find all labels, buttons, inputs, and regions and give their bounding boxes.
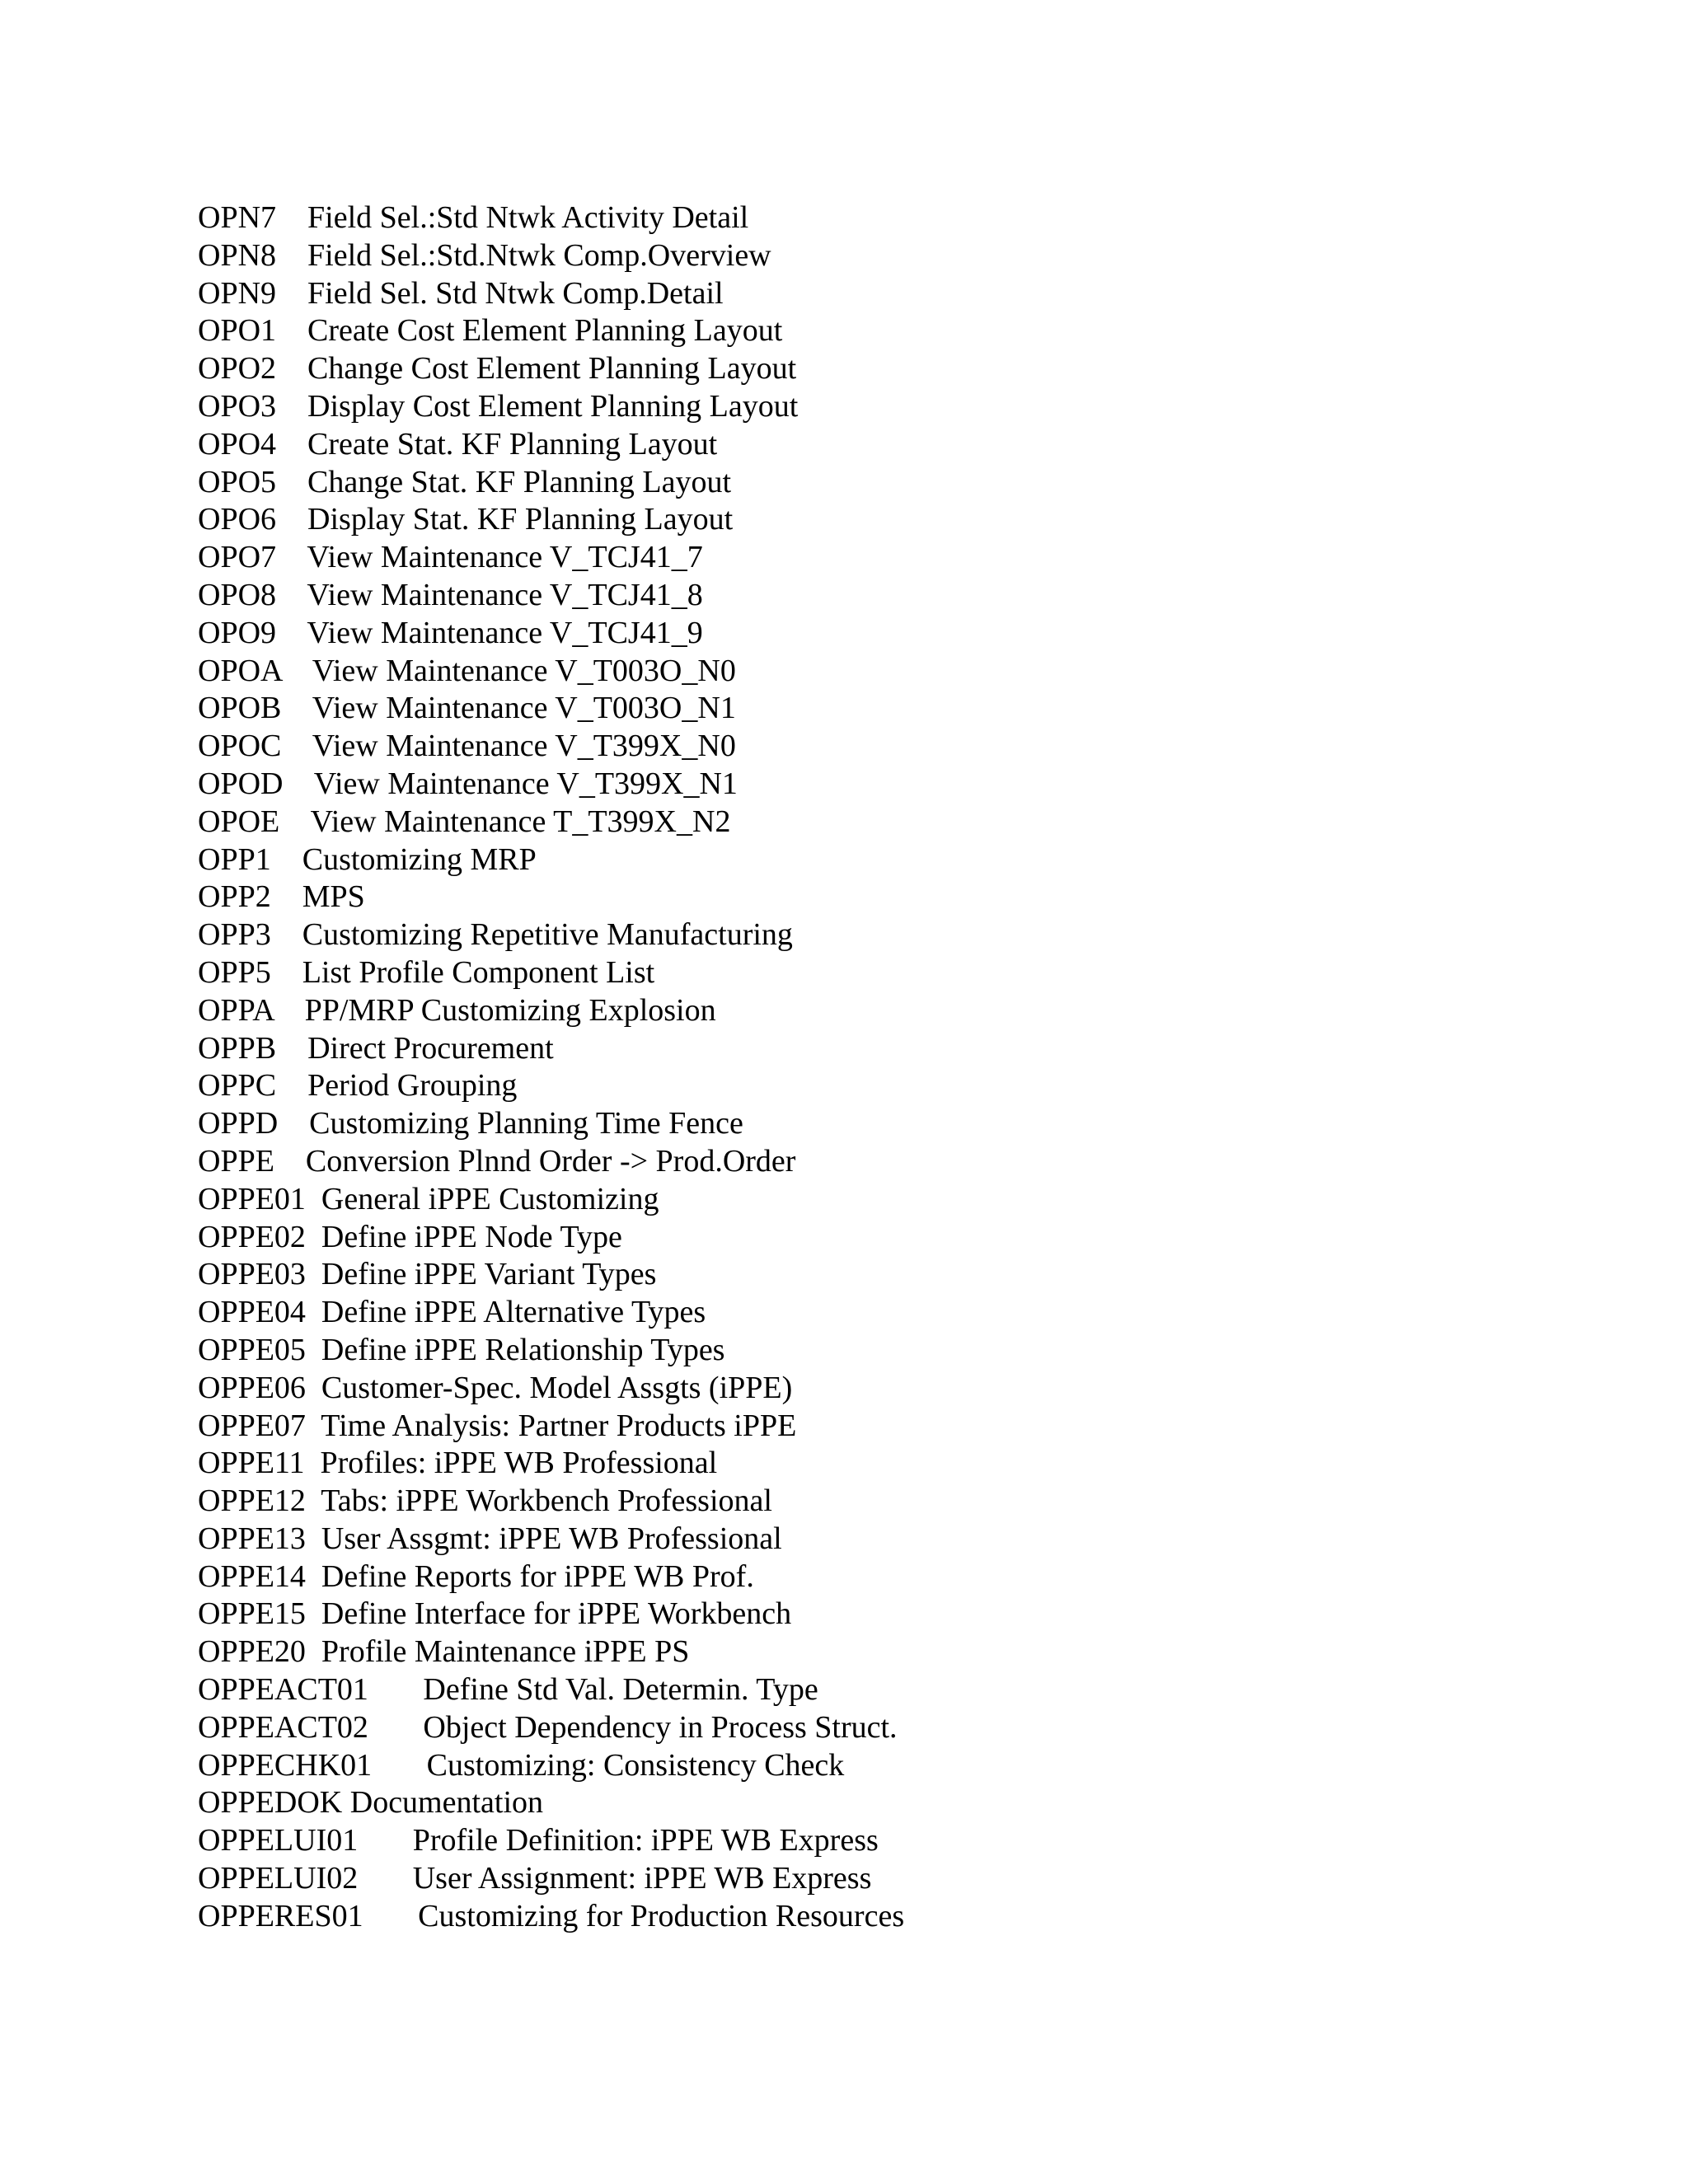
transaction-code: OPO4 — [198, 426, 277, 462]
transaction-description: User Assignment: iPPE WB Express — [412, 1861, 872, 1896]
transaction-code: OPOB — [198, 691, 282, 726]
transaction-description: Profiles: iPPE WB Professional — [320, 1446, 718, 1481]
column-gap — [306, 1559, 321, 1594]
transaction-description: Customizing MRP — [302, 841, 537, 877]
transaction-row — [198, 350, 904, 388]
transaction-description: Profile Definition: iPPE WB Express — [412, 1823, 879, 1858]
transaction-description: Direct Procurement — [307, 1030, 554, 1066]
transaction-row — [198, 388, 904, 426]
transaction-description: MPS — [302, 879, 365, 915]
transaction-description: Create Stat. KF Planning Layout — [307, 426, 718, 462]
column-gap — [306, 1634, 321, 1669]
transaction-row — [198, 1370, 904, 1408]
transaction-code: OPO2 — [198, 351, 277, 387]
transaction-row — [198, 199, 904, 237]
transaction-description: Display Cost Element Planning Layout — [307, 388, 799, 424]
transaction-description: View Maintenance V_T399X_N0 — [312, 729, 736, 764]
column-gap — [271, 917, 302, 952]
transaction-code: OPO8 — [198, 577, 277, 612]
transaction-code: OPP1 — [198, 841, 271, 877]
transaction-row — [198, 728, 904, 766]
transaction-code: OPO1 — [198, 313, 277, 349]
column-gap — [306, 1182, 321, 1216]
transaction-row — [198, 1332, 904, 1370]
transaction-row — [198, 1784, 904, 1822]
column-gap — [276, 389, 307, 424]
column-gap — [276, 351, 307, 386]
transaction-description: Change Stat. KF Planning Layout — [307, 464, 732, 499]
transaction-description: User Assgmt: iPPE WB Professional — [321, 1521, 782, 1556]
column-gap — [276, 540, 307, 574]
transaction-row — [198, 1898, 904, 1936]
transaction-row — [198, 841, 904, 879]
transaction-code: OPOE — [198, 804, 280, 839]
transaction-description: Define Interface for iPPE Workbench — [321, 1596, 792, 1632]
column-gap — [358, 1823, 413, 1858]
column-gap — [281, 654, 312, 688]
transaction-code: OPPE15 — [198, 1596, 306, 1632]
column-gap — [276, 465, 307, 499]
transaction-description: View Maintenance V_T399X_N1 — [313, 766, 738, 801]
transaction-code: OPN8 — [198, 237, 277, 273]
transaction-description: Define Reports for iPPE WB Prof. — [321, 1558, 754, 1594]
transaction-code: OPO6 — [198, 502, 277, 537]
column-gap — [271, 842, 302, 877]
transaction-row — [198, 1860, 904, 1898]
transaction-description: List Profile Component List — [302, 954, 655, 990]
transaction-row — [198, 1256, 904, 1294]
transaction-code: OPPELUI02 — [198, 1861, 359, 1896]
transaction-row — [198, 1067, 904, 1105]
transaction-row — [198, 1747, 904, 1785]
transaction-row — [198, 1294, 904, 1332]
transaction-description: Customer-Spec. Model Assgts (iPPE) — [321, 1370, 793, 1405]
transaction-code: OPN7 — [198, 200, 277, 235]
transaction-row — [198, 992, 904, 1030]
transaction-row — [198, 879, 904, 916]
transaction-code: OPPE03 — [198, 1257, 306, 1292]
column-gap — [276, 276, 307, 311]
transaction-row — [198, 577, 904, 615]
transaction-row — [198, 464, 904, 502]
transaction-row — [198, 916, 904, 954]
transaction-description: Object Dependency in Process Struct. — [423, 1709, 898, 1745]
transaction-code: OPPERES01 — [198, 1898, 363, 1933]
transaction-row — [198, 1219, 904, 1257]
transaction-code: OPPE05 — [198, 1332, 306, 1367]
transaction-row — [198, 1181, 904, 1219]
column-gap — [276, 502, 307, 537]
column-gap — [276, 238, 307, 273]
column-gap — [283, 766, 313, 801]
transaction-code: OPO3 — [198, 388, 277, 424]
transaction-code: OPPE14 — [198, 1558, 306, 1594]
column-gap — [372, 1748, 427, 1783]
transaction-description: Time Analysis: Partner Products iPPE — [321, 1408, 797, 1443]
transaction-row — [198, 501, 904, 539]
transaction-row — [198, 1030, 904, 1068]
transaction-description: View Maintenance T_T399X_N2 — [310, 804, 731, 839]
transaction-row — [198, 766, 904, 804]
transaction-code: OPO5 — [198, 464, 277, 499]
column-gap — [363, 1899, 419, 1933]
transaction-row — [198, 275, 904, 313]
transaction-description: Define iPPE Node Type — [321, 1219, 622, 1254]
transaction-description: Create Cost Element Planning Layout — [307, 313, 783, 349]
column-gap — [276, 313, 307, 348]
transaction-description: Field Sel.:Std.Ntwk Comp.Overview — [307, 237, 771, 273]
transaction-code: OPPA — [198, 992, 274, 1028]
transaction-row — [198, 804, 904, 841]
transaction-code: OPPELUI01 — [198, 1823, 359, 1858]
transaction-row — [198, 1596, 904, 1633]
transaction-code: OPPEDOK — [198, 1785, 343, 1821]
transaction-code: OPPE07 — [198, 1408, 306, 1443]
column-gap — [281, 729, 312, 763]
transaction-description: PP/MRP Customizing Explosion — [304, 992, 716, 1028]
transaction-description: Customizing for Production Resources — [418, 1898, 905, 1933]
transaction-description: View Maintenance V_TCJ41_7 — [307, 540, 703, 575]
transaction-row — [198, 312, 904, 350]
transaction-code: OPPE12 — [198, 1483, 306, 1519]
transaction-description: Profile Maintenance iPPE PS — [321, 1634, 690, 1670]
transaction-description: Conversion Plnnd Order -> Prod.Order — [305, 1143, 796, 1179]
column-gap — [368, 1672, 424, 1707]
transaction-code: OPPE20 — [198, 1634, 306, 1670]
transaction-row — [198, 954, 904, 992]
column-gap — [306, 1295, 321, 1329]
column-gap — [276, 578, 307, 612]
transaction-code: OPPE01 — [198, 1181, 306, 1216]
column-gap — [358, 1861, 413, 1896]
column-gap — [306, 1220, 321, 1254]
transaction-description: Define Std Val. Determin. Type — [423, 1672, 818, 1708]
transaction-row — [198, 1483, 904, 1521]
transaction-description: View Maintenance V_T003O_N1 — [312, 691, 736, 726]
transaction-code: OPP5 — [198, 954, 271, 990]
column-gap — [342, 1785, 350, 1820]
transaction-code: OPPEACT01 — [198, 1672, 368, 1708]
transaction-row — [198, 690, 904, 728]
transaction-code: OPOA — [198, 653, 282, 688]
column-gap — [306, 1408, 321, 1443]
transaction-description: Define iPPE Variant Types — [321, 1257, 657, 1292]
transaction-description: Documentation — [349, 1785, 544, 1821]
transaction-description: Change Cost Element Planning Layout — [307, 351, 797, 387]
transaction-description: Field Sel.:Std Ntwk Activity Detail — [307, 200, 749, 235]
transaction-code: OPPD — [198, 1106, 279, 1141]
column-gap — [368, 1710, 424, 1745]
column-gap — [271, 955, 302, 990]
transaction-description: General iPPE Customizing — [321, 1181, 659, 1216]
transaction-description: Field Sel. Std Ntwk Comp.Detail — [307, 275, 724, 311]
column-gap — [274, 993, 305, 1028]
column-gap — [271, 879, 302, 914]
column-gap — [276, 200, 307, 235]
transaction-row — [198, 1105, 904, 1143]
transaction-row — [198, 1408, 904, 1446]
column-gap — [276, 616, 307, 650]
transaction-code-list — [198, 199, 904, 1936]
transaction-description: View Maintenance V_T003O_N0 — [312, 653, 736, 688]
column-gap — [306, 1483, 321, 1518]
transaction-row — [198, 653, 904, 691]
transaction-code: OPPE04 — [198, 1295, 306, 1330]
column-gap — [279, 804, 310, 839]
column-gap — [274, 1144, 306, 1179]
transaction-row — [198, 1143, 904, 1181]
transaction-description: Define iPPE Alternative Types — [321, 1295, 706, 1330]
transaction-row — [198, 1822, 904, 1860]
transaction-code: OPOD — [198, 766, 284, 801]
transaction-row — [198, 1709, 904, 1747]
transaction-description: Display Stat. KF Planning Layout — [307, 502, 734, 537]
column-gap — [305, 1446, 321, 1480]
transaction-code: OPN9 — [198, 275, 277, 311]
transaction-code: OPO7 — [198, 540, 277, 575]
transaction-code: OPPE11 — [198, 1446, 305, 1481]
transaction-description: Define iPPE Relationship Types — [321, 1332, 725, 1367]
transaction-description: Customizing: Consistency Check — [426, 1747, 845, 1783]
column-gap — [306, 1596, 321, 1631]
transaction-row — [198, 615, 904, 653]
transaction-code: OPPE13 — [198, 1521, 306, 1556]
transaction-code: OPOC — [198, 729, 282, 764]
transaction-code: OPPEACT02 — [198, 1709, 368, 1745]
transaction-code: OPPE06 — [198, 1370, 306, 1405]
transaction-code: OPPECHK01 — [198, 1747, 373, 1783]
transaction-row — [198, 426, 904, 464]
transaction-description: View Maintenance V_TCJ41_9 — [307, 615, 703, 650]
transaction-code: OPPC — [198, 1068, 277, 1104]
transaction-description: Customizing Planning Time Fence — [309, 1106, 743, 1141]
transaction-code: OPP3 — [198, 917, 271, 953]
column-gap — [281, 691, 312, 725]
column-gap — [306, 1371, 321, 1405]
column-gap — [306, 1257, 321, 1291]
transaction-code: OPO9 — [198, 615, 277, 650]
transaction-code: OPPE — [198, 1143, 274, 1179]
transaction-row — [198, 1521, 904, 1558]
column-gap — [276, 1031, 307, 1066]
transaction-row — [198, 1671, 904, 1709]
column-gap — [306, 1333, 321, 1367]
transaction-description: Period Grouping — [307, 1068, 518, 1104]
transaction-row — [198, 237, 904, 275]
column-gap — [278, 1106, 309, 1141]
transaction-code: OPPB — [198, 1030, 277, 1066]
column-gap — [276, 427, 307, 462]
transaction-description: View Maintenance V_TCJ41_8 — [307, 577, 703, 612]
transaction-description: Tabs: iPPE Workbench Professional — [321, 1483, 772, 1519]
transaction-code: OPP2 — [198, 879, 271, 915]
column-gap — [276, 1068, 307, 1103]
transaction-row — [198, 539, 904, 577]
column-gap — [306, 1521, 321, 1556]
transaction-row — [198, 1445, 904, 1483]
transaction-row — [198, 1633, 904, 1671]
transaction-code: OPPE02 — [198, 1219, 306, 1254]
transaction-description: Customizing Repetitive Manufacturing — [302, 917, 793, 953]
transaction-row — [198, 1558, 904, 1596]
